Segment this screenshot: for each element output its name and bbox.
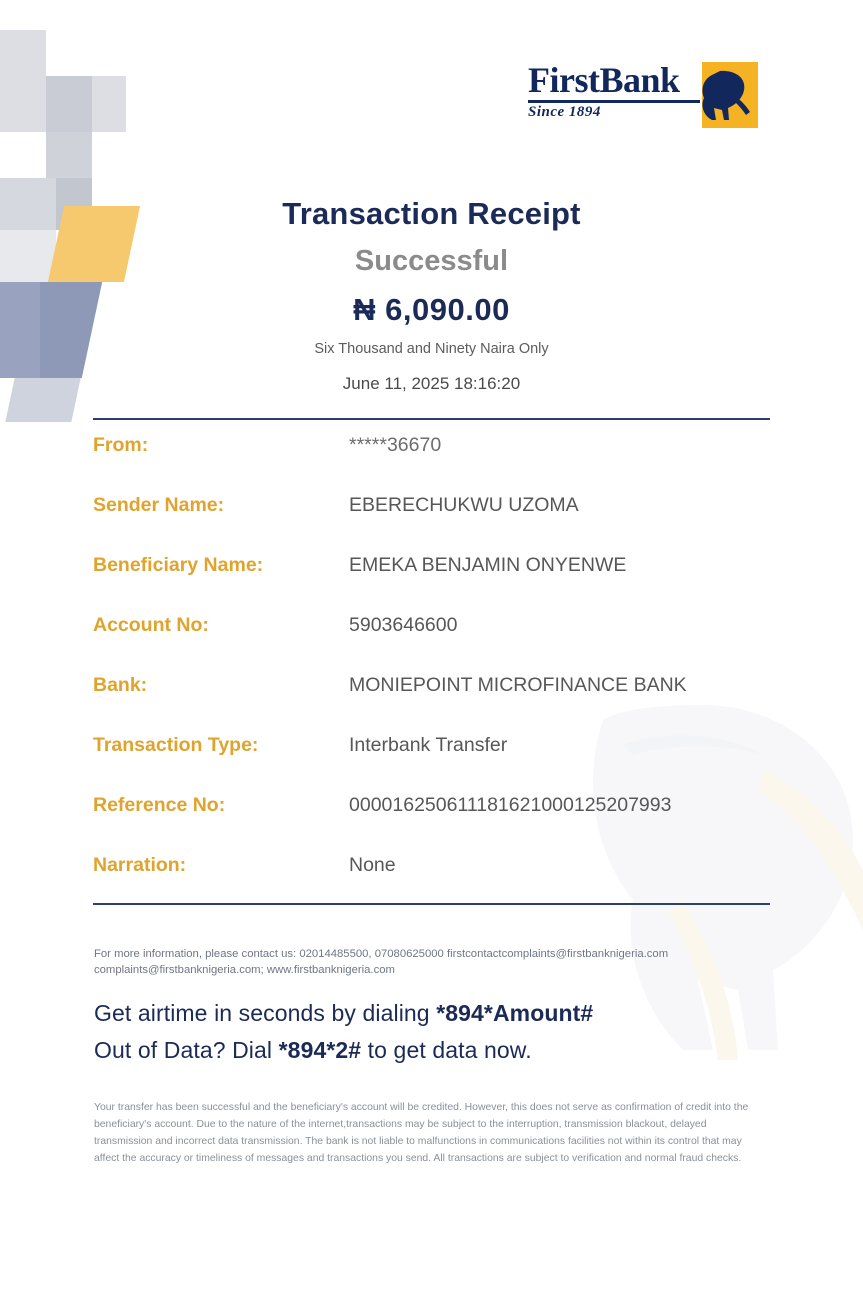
divider-bottom — [93, 903, 770, 905]
amount-value: ₦ 6,090.00 — [353, 292, 510, 327]
detail-label-beneficiary-name: Beneficiary Name: — [93, 554, 264, 576]
promo-data-text-tail: to get data now. — [361, 1037, 532, 1063]
status-badge: Successful — [354, 245, 509, 277]
table-row — [93, 794, 783, 854]
logo-divider — [528, 100, 700, 103]
detail-label-reference-no: Reference No: — [93, 794, 226, 816]
amount-in-words: Six Thousand and Ninety Naira Only — [314, 341, 549, 357]
promo-line-data — [94, 1037, 783, 1064]
detail-value-reference-no: 000016250611181621000125207993 — [349, 794, 672, 816]
divider-top — [93, 418, 770, 420]
table-row — [93, 494, 783, 554]
table-row — [93, 734, 783, 794]
detail-value-narration: None — [349, 854, 396, 876]
logo-tagline: Since 1894 — [528, 104, 601, 120]
table-row — [93, 434, 783, 494]
detail-value-bank: MONIEPOINT MICROFINANCE BANK — [349, 674, 687, 696]
detail-value-account-no: 5903646600 — [349, 614, 458, 636]
logo-badge — [702, 62, 758, 128]
elephant-icon — [696, 68, 758, 126]
receipt-header — [0, 196, 863, 394]
promo-data-code: *894*2# — [278, 1037, 362, 1063]
detail-value-transaction-type: Interbank Transfer — [349, 734, 508, 756]
detail-value-sender-name: EBERECHUKWU UZOMA — [349, 494, 579, 516]
transaction-datetime: June 11, 2025 18:16:20 — [342, 374, 521, 393]
detail-label-sender-name: Sender Name: — [93, 494, 225, 516]
promo-airtime-code: *894*Amount# — [436, 1000, 594, 1026]
page-title: Transaction Receipt — [282, 196, 581, 231]
contact-info — [94, 946, 763, 979]
promo-line-airtime — [94, 1000, 783, 1027]
promo-data-text: Out of Data? Dial — [94, 1037, 279, 1063]
detail-value-beneficiary-name: EMEKA BENJAMIN ONYENWE — [349, 554, 627, 576]
table-row — [93, 614, 783, 674]
detail-label-transaction-type: Transaction Type: — [93, 734, 259, 756]
disclaimer-text: Your transfer has been successful and the beneficiary's account will be credited. However, this does not serve as confirmation of credit into the beneficiary's account. Due to the nature of the internet,transactions may be subject to the interruption, transmission blackout, delayed transmission and incorrect data transmission. The bank is not liable to malfunctions in communications facilities not within its control that may affect the accuracy or timeliness of messages and transactions you send. All transactions are subject to verification and normal fraud checks. — [94, 1102, 749, 1164]
detail-label-bank: Bank: — [93, 674, 148, 696]
detail-label-account-no: Account No: — [93, 614, 209, 636]
firstbank-logo — [528, 62, 758, 130]
table-row — [93, 674, 783, 734]
logo-wordmark: FirstBank — [528, 60, 680, 100]
transaction-details — [93, 434, 783, 914]
detail-label-from: From: — [93, 434, 149, 456]
contact-line-1: For more information, please contact us: 02014485500, 07080625000 firstcontactcomplaints@firstbanknigeria.com — [94, 948, 669, 960]
table-row — [93, 854, 783, 914]
detail-label-narration: Narration: — [93, 854, 187, 876]
table-row — [93, 554, 783, 614]
promo-block — [94, 1000, 783, 1074]
promo-airtime-text: Get airtime in seconds by dialing — [94, 1000, 437, 1026]
contact-line-2: complaints@firstbanknigeria.com; www.firstbanknigeria.com — [94, 964, 395, 977]
detail-value-from: *****36670 — [349, 434, 442, 456]
